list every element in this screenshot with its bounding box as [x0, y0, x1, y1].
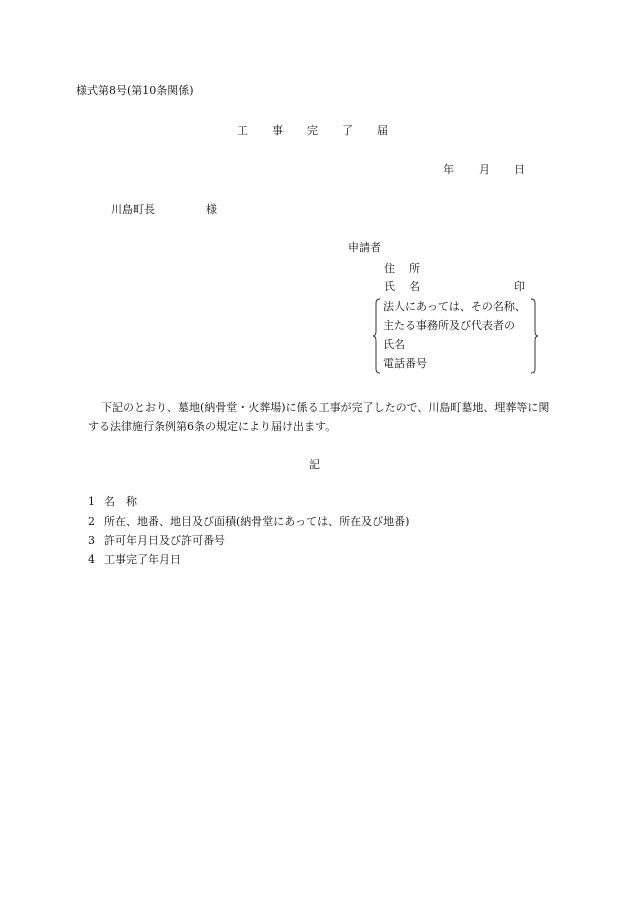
addressee-name: 川島町長 [111, 203, 155, 216]
addressee-honorific: 様 [206, 203, 217, 216]
item-number: 3 [88, 534, 95, 547]
seal-mark: 印 [514, 280, 525, 293]
item-number: 1 [88, 495, 95, 508]
item-label: 許可年月日及び許可番号 [104, 534, 225, 547]
date-year: 年 [443, 163, 454, 176]
corporate-note [373, 298, 538, 374]
address-label-char: 所 [409, 262, 420, 275]
record-heading: 記 [309, 458, 320, 471]
item-label: 所在、地番、地目及び面積(納骨堂にあっては、所在及び地番) [104, 515, 410, 528]
corporate-note-line: 氏名 [383, 338, 405, 351]
title-char: 届 [377, 124, 388, 137]
corporate-note-line: 電話番号 [383, 357, 427, 370]
corporate-note-line: 主たる事務所及び代表者の [383, 319, 515, 332]
title-char: 完 [307, 124, 318, 137]
name-label-char: 氏 [384, 280, 395, 293]
title-char: 事 [272, 124, 283, 137]
body-text: 下記のとおり、墓地(納骨堂・火葬場)に係る工事が完了したので、川島町墓地、埋葬等に関する法律施行条例第6条の規定により届け出ます。 [88, 401, 550, 433]
title-char: 工 [237, 124, 248, 137]
title-char: 了 [342, 124, 353, 137]
address-label-char: 住 [384, 262, 395, 275]
applicant-heading: 申請者 [348, 241, 381, 254]
corporate-note-line: 法人にあっては、その名称、 [383, 300, 526, 313]
item-number: 2 [88, 515, 95, 528]
date-month: 月 [479, 163, 490, 176]
date-day: 日 [514, 163, 525, 176]
form-label: 様式第8号(第10条関係) [76, 84, 194, 97]
name-label-char: 名 [409, 280, 420, 293]
item-label: 工事完了年月日 [104, 553, 181, 566]
item-label: 名 称 [104, 495, 137, 508]
item-number: 4 [88, 553, 95, 566]
